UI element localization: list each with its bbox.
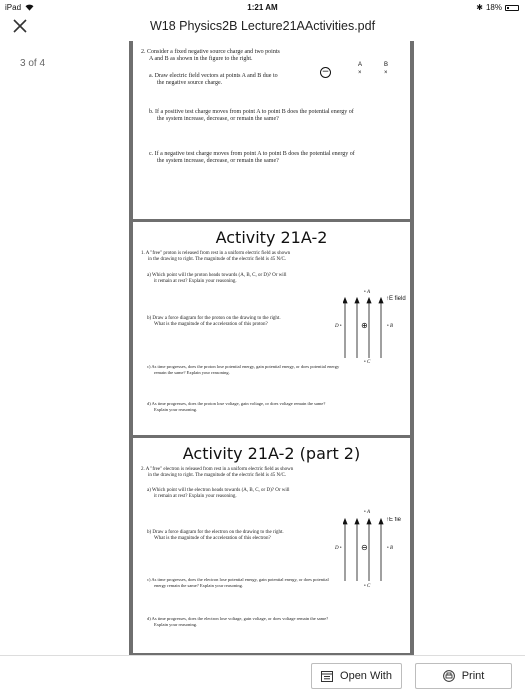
text-line: a) Which point will the proton heads towards (A, B, C, or D)? Or will [147, 273, 287, 278]
text-line: energy remain the same? Explain your reasoning. [154, 582, 244, 588]
status-right [476, 3, 519, 12]
question-1a [147, 273, 286, 285]
text-line: the system increase, decrease, or remain the same? [157, 116, 279, 123]
point-a-marker: × [358, 70, 362, 76]
point-d: D • [335, 324, 342, 329]
text-line: b. If a positive test charge moves from point A to point B does the potential energy of [149, 109, 354, 115]
open-with-button[interactable] [311, 663, 402, 689]
document-title: W18 Physics2B Lecture21AActivities.pdf [149, 19, 376, 33]
pdf-page-activity-21a-2 [133, 222, 410, 435]
question-2-intro [141, 467, 293, 479]
point-a-label: A [367, 510, 371, 515]
text-line: in the drawing to right. The magnitude of the electric field is 45 N/C. [148, 473, 287, 479]
e-field-text: E field [389, 296, 406, 302]
point-b: • B [387, 324, 394, 329]
text-line: b) Draw a force diagram for the electron on the drawing to the right. [147, 530, 284, 535]
negative-charge: − [321, 67, 330, 77]
battery-icon [505, 5, 519, 11]
text-line: it remain at rest? Explain your reasoning. [154, 494, 237, 500]
battery-percent: 18% [485, 3, 502, 12]
text-line: d) As time progresses, does the electron lose voltage, gain voltage, or does voltage remain the same? [147, 616, 329, 621]
point-a-label: A [367, 290, 371, 295]
point-a: • A [364, 510, 371, 515]
point-c: • C [364, 360, 371, 365]
point-d: D • [335, 546, 342, 551]
proton-icon: ⊕ [361, 321, 368, 330]
e-field-label: ↑E field [386, 296, 406, 302]
point-a-label: A [358, 62, 363, 68]
point-b-label: B [390, 546, 394, 551]
activity-title: Activity 21A-2 [215, 228, 328, 247]
bluetooth-icon: ✱ [476, 3, 483, 12]
text-line: the negative source charge. [157, 80, 223, 87]
status-bar [0, 0, 525, 14]
point-b-marker: × [384, 70, 388, 76]
text-line: in the drawing to right. The magnitude of the electric field is 45 N/C. [148, 257, 287, 263]
title-bar [0, 14, 525, 41]
text-line: c) As time progresses, does the electron lose potential energy, gain potential energy, or does potential [147, 577, 329, 582]
question-2c [147, 577, 329, 589]
document-viewer[interactable] [129, 41, 414, 655]
electron-icon: ⊖ [361, 543, 368, 552]
text-line: d) As time progresses, does the proton lose voltage, gain voltage, or does voltage remain the same? [147, 401, 326, 406]
point-c-label: C [367, 360, 371, 365]
e-field-text: E fie [389, 517, 402, 523]
question-2b [147, 530, 284, 542]
bottom-toolbar [0, 655, 525, 700]
point-d-label: D [335, 324, 339, 329]
text-line: What is the magnitude of the acceleration of this proton? [154, 322, 268, 328]
point-a: • A [364, 290, 371, 295]
open-with-label: Open With [340, 670, 392, 682]
question-1d [147, 401, 325, 413]
text-line: a) Which point will the electron heads towards (A, B, C, or D)? Or will [147, 488, 290, 493]
point-b-label: B [384, 62, 389, 68]
text-line: a. Draw electric field vectors at points A and B due to [149, 73, 278, 79]
text-line: 2. Consider a fixed negative source charge and two points [141, 49, 280, 55]
text-line: 1. A "free" proton is released from rest in a uniform electric field as shown [141, 251, 291, 256]
status-time: 1:21 AM [247, 3, 278, 12]
text-line: Explain your reasoning. [154, 406, 198, 412]
open-with-icon [321, 671, 333, 682]
pdf-page-3-top [133, 41, 410, 219]
point-b-label: B [390, 324, 394, 329]
point-c-label: C [367, 584, 371, 589]
text-line: the system increase, decrease, or remain the same? [157, 158, 279, 165]
question-2d [147, 616, 328, 628]
question-2c [149, 151, 355, 166]
text-line: c. If a negative test charge moves from point A to point B does the potential energy of [149, 151, 355, 157]
point-c: • C [364, 584, 371, 589]
e-field-label: ↑E fie [386, 517, 402, 523]
print-icon [443, 670, 455, 682]
device-name: iPad [5, 3, 22, 12]
page-counter: 3 of 4 [20, 58, 46, 69]
text-line: remain the same? Explain your reasoning. [154, 369, 230, 375]
print-button[interactable] [415, 663, 512, 689]
text-line: it remain at rest? Explain your reasoning. [154, 279, 237, 285]
text-line: Explain your reasoning. [154, 621, 198, 627]
question-1c [147, 364, 339, 376]
text-line: What is the magnitude of the acceleration of this electron? [154, 536, 271, 542]
text-line: c) As time progresses, does the proton lose potential energy, gain potential energy, or does potential energy [147, 364, 340, 369]
point-b: • B [387, 546, 394, 551]
print-label: Print [461, 670, 485, 682]
text-line: 2. A "free" electron is released from rest in a uniform electric field as shown [141, 467, 294, 472]
text-line: b) Draw a force diagram for the proton on the drawing to the right. [147, 316, 281, 321]
activity-title: Activity 21A-2 (part 2) [182, 444, 361, 463]
point-d-label: D [335, 546, 339, 551]
question-2a [147, 488, 290, 500]
question-1b [147, 316, 281, 328]
text-line: A and B as shown in the figure to the right. [149, 56, 253, 63]
question-2b [149, 109, 354, 124]
question-2a [149, 73, 278, 88]
question-2-intro [141, 49, 280, 64]
question-1-intro [141, 251, 290, 263]
pdf-page-activity-21a-2-part-2 [133, 438, 410, 653]
